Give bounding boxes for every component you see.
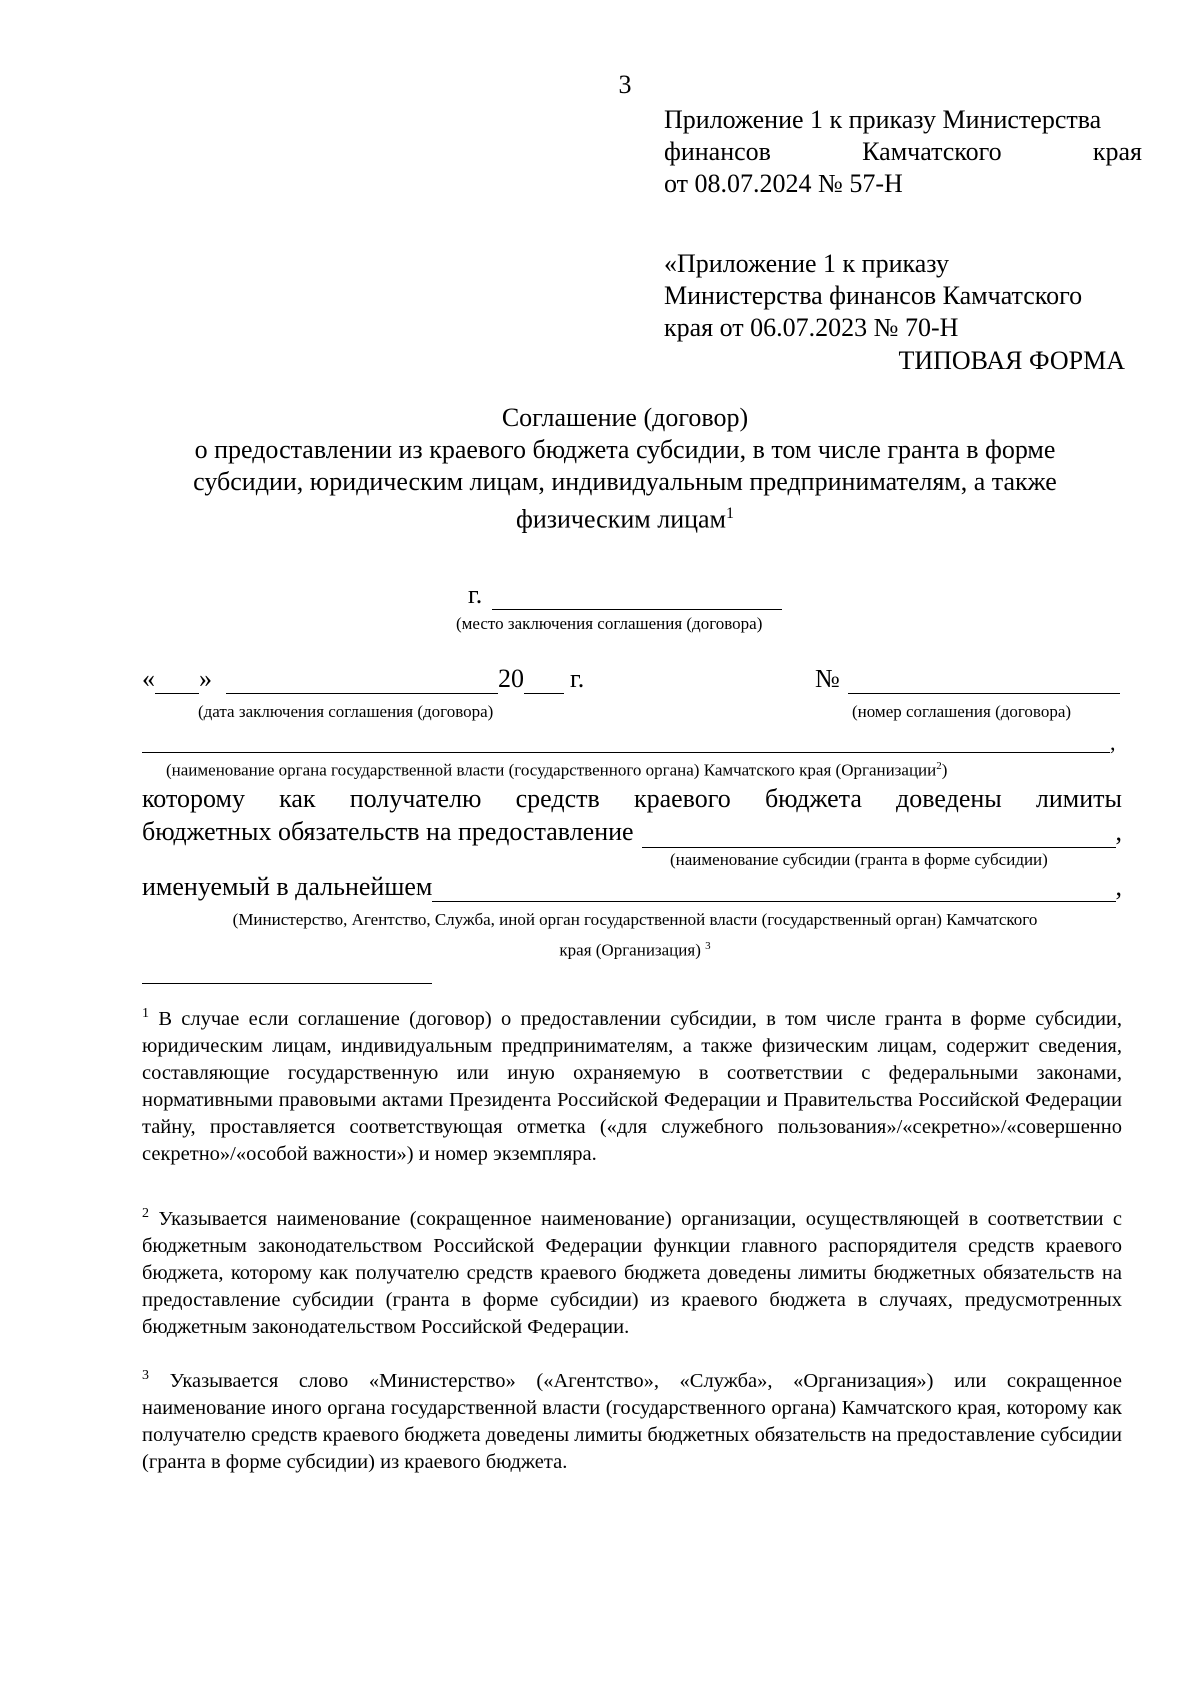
day-blank[interactable] bbox=[155, 669, 199, 694]
appendix-2024-word: финансов bbox=[664, 137, 771, 166]
page-number: 3 bbox=[618, 70, 632, 99]
date-field bbox=[142, 664, 584, 694]
year-suffix: г. bbox=[570, 664, 585, 693]
footnote-2: $^2$ Указывается наименование (сокращенное наименование) организации, осуществляющей в соответствии с бюджетным законодательством Российской Федерации функции главного распорядителя средств краевого бюджета, которому как получателю средств краевого бюджета доведены лимиты бюджетных обязательств на предоставление субсидии (гранта в форме субсидии) из краевого бюджета в случаях, предусмотренных бюджетным законодательством Российской Федерации. bbox=[142, 1206, 1122, 1338]
year-blank[interactable] bbox=[524, 669, 564, 694]
number-blank[interactable] bbox=[848, 669, 1120, 694]
organization-caption: (наименование органа государственной власти (государственного органа) Камчатского края (Организации$^2$) bbox=[166, 760, 948, 780]
appendix-2024 bbox=[664, 104, 1142, 200]
open-quote: « bbox=[142, 664, 155, 693]
title-line4: физическим лицам$^1$ bbox=[515, 504, 735, 534]
named-blank[interactable] bbox=[432, 875, 1115, 902]
organization-comma: , bbox=[1110, 730, 1116, 755]
typical-form-label: ТИПОВАЯ ФОРМА bbox=[898, 346, 1125, 375]
appendix-2023-line1: «Приложение 1 к приказу bbox=[664, 249, 950, 278]
title-line2: о предоставлении из краевого бюджета субсидии, в том числе гранта в форме bbox=[194, 435, 1056, 464]
month-blank[interactable] bbox=[226, 669, 498, 694]
place-caption: (место заключения соглашения (договора) bbox=[456, 614, 763, 633]
subsidy-name-blank[interactable] bbox=[642, 821, 1116, 848]
footnote-1: $^1$ В случае если соглашение (договор) о предоставлении субсидии, в том числе гранта в форме субсидии, юридическим лицам, индивидуальным предпринимателям, а также физическим лицам, содержит сведения, составляющие государственную или иную охраняемую в соответствии с федеральными законами, нормативными правовыми актами Президента Российской Федерации и Правительства Российской Федерации тайну, проставляется соответствующая отметка («для служебного пользования»/«секретно»/«совершенно секретно»/«особой важности») и номер экземпляра. bbox=[142, 1006, 1123, 1165]
footnote-ref: 1 bbox=[726, 505, 735, 522]
footnote-3: $^3$ Указывается слово «Министерство» («Агентство», «Служба», «Организация») или сокращенное наименование иного органа государственной власти (государственного органа) Камчатского края, которому как получателю средств краевого бюджета доведены лимиты бюджетных обязательств на предоставление субсидии (гранта в форме субсидии) из краевого бюджета. bbox=[142, 1368, 1122, 1473]
subsidy-caption: (наименование субсидии (гранта в форме субсидии) bbox=[670, 850, 1048, 869]
appendix-2024-word: Камчатского bbox=[862, 137, 1002, 166]
organization-blank[interactable] bbox=[142, 728, 1110, 753]
appendix-2023-line2: Министерства финансов Камчатского bbox=[664, 281, 1083, 310]
title-line3: субсидии, юридическим лицам, индивидуальным предпринимателям, а также bbox=[193, 467, 1057, 496]
appendix-2024-line3: от 08.07.2024 № 57-Н bbox=[664, 169, 903, 198]
appendix-2024-line2 bbox=[664, 136, 1142, 168]
number-caption: (номер соглашения (договора) bbox=[852, 702, 1072, 721]
place-blank[interactable] bbox=[492, 585, 782, 610]
appendix-2023-line3: края от 06.07.2023 № 70-Н bbox=[664, 313, 959, 342]
date-caption: (дата заключения соглашения (договора) bbox=[198, 702, 494, 721]
named-field: именуемый в дальнейшем , bbox=[142, 872, 1122, 901]
footnote-separator bbox=[142, 983, 432, 984]
number-sign: № bbox=[815, 664, 840, 693]
title-line1: Соглашение (договор) bbox=[501, 403, 749, 432]
body-line2: бюджетных обязательств на предоставление , bbox=[142, 817, 1122, 846]
recipient-paragraph bbox=[142, 782, 1122, 848]
named-caption: (Министерство, Агентство, Служба, иной орган государственной власти (государственный орган) Камчатского края (Организация) $^3$ bbox=[232, 910, 1038, 960]
appendix-2023 bbox=[664, 248, 1142, 344]
appendix-2024-word: края bbox=[1092, 137, 1142, 166]
agreement-title bbox=[120, 402, 1130, 536]
city-prefix: г. bbox=[468, 580, 483, 609]
body-line1: которому как получателю средств краевого бюджета доведены лимиты bbox=[142, 784, 1122, 813]
appendix-2024-line1: Приложение 1 к приказу Министерства bbox=[664, 105, 1102, 134]
number-field bbox=[815, 664, 1120, 694]
close-quote: » bbox=[199, 664, 212, 693]
year-prefix: 20 bbox=[498, 664, 524, 693]
place-field bbox=[468, 580, 782, 610]
